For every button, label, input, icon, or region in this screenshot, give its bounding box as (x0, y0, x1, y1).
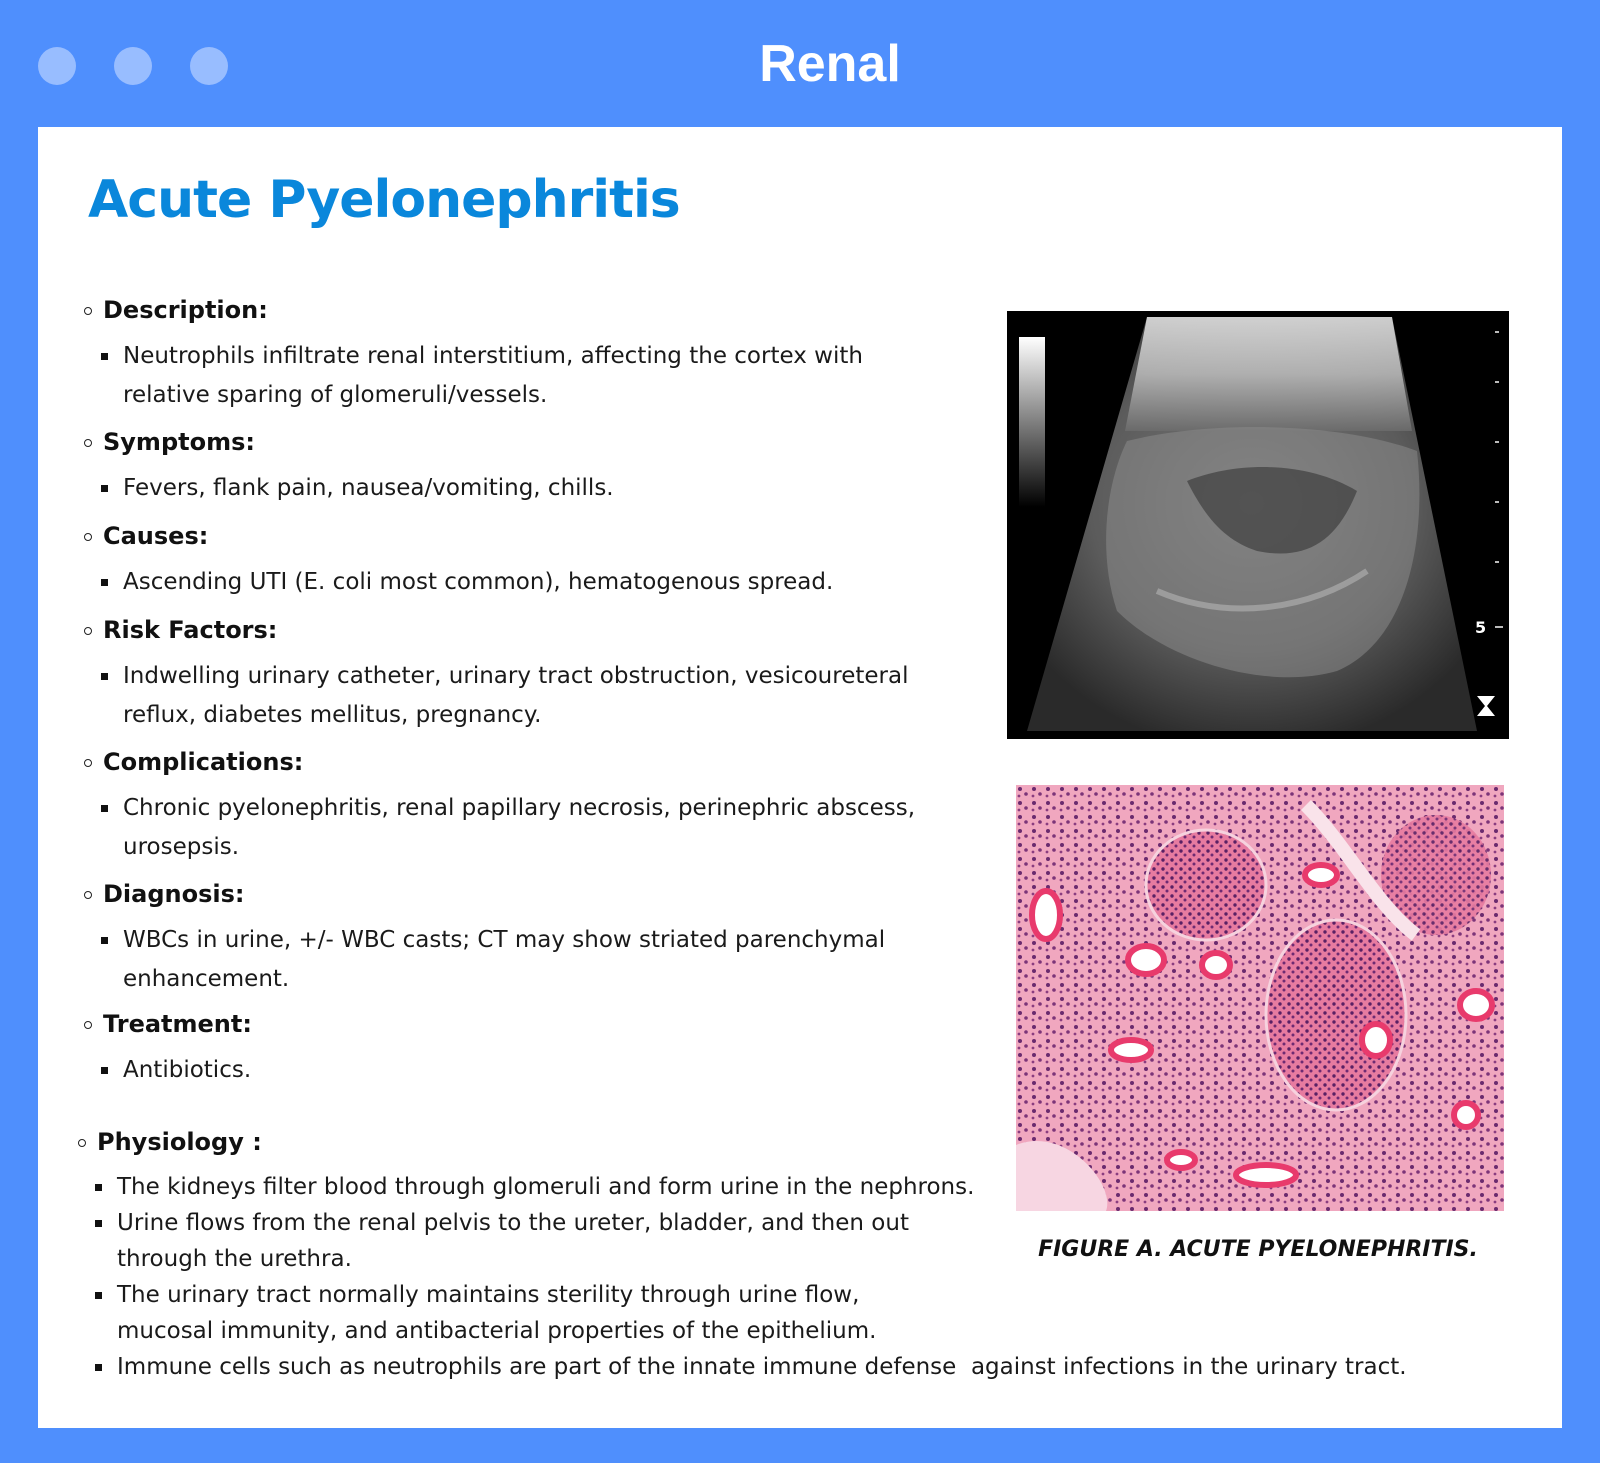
section-body (123, 789, 964, 867)
section-complications (84, 747, 964, 867)
body-text: Antibiotics. (123, 1057, 252, 1083)
body-text: Neutrophils infiltrate renal interstitium, affecting the cortex with relative sparing of glomeruli/vessels. (123, 343, 863, 408)
square-bullet-icon (101, 353, 108, 360)
section-heading (84, 295, 964, 325)
hollow-bullet-icon (84, 627, 92, 635)
ultrasound-image (1007, 311, 1509, 739)
body-text: WBCs in urine, +/- WBC casts; CT may show striated parenchymal enhancement. (123, 927, 886, 992)
square-bullet-icon (101, 805, 108, 812)
heading-text: Treatment: (103, 1010, 252, 1038)
list-item (117, 1349, 1537, 1385)
square-bullet-icon (95, 1184, 102, 1191)
section-body (123, 921, 964, 999)
section-heading (84, 615, 964, 645)
item-text: The urinary tract normally maintains sterility through urine flow, mucosal immunity, and antibacterial properties of the epithelium. (117, 1282, 877, 1344)
section-heading (84, 1009, 964, 1039)
square-bullet-icon (101, 937, 108, 944)
section-heading (84, 747, 964, 777)
section-heading (84, 521, 964, 551)
hollow-bullet-icon (84, 1021, 92, 1029)
section-risk-factors (84, 615, 964, 735)
section-diagnosis (84, 879, 964, 999)
histology-image (1016, 785, 1504, 1211)
item-text: The kidneys filter blood through glomeruli and form urine in the nephrons. (117, 1174, 975, 1200)
section-body (123, 563, 964, 602)
content-panel (38, 127, 1562, 1428)
section-description (84, 295, 964, 415)
window-title: Renal (759, 35, 901, 93)
hollow-bullet-icon (84, 891, 92, 899)
body-text: Ascending UTI (E. coli most common), hematogenous spread. (123, 569, 834, 595)
window-titlebar (0, 0, 1600, 127)
square-bullet-icon (101, 485, 108, 492)
section-body (123, 469, 964, 508)
heading-text: Causes: (103, 522, 209, 550)
hollow-bullet-icon (84, 533, 92, 541)
section-symptoms (84, 427, 964, 508)
item-text: Urine flows from the renal pelvis to the ureter, bladder, and then out through the urethra. (117, 1210, 909, 1272)
item-text: Immune cells such as neutrophils are part of the innate immune defense against infections in the urinary tract. (117, 1354, 1407, 1380)
body-text: Fevers, flank pain, nausea/vomiting, chills. (123, 475, 614, 501)
square-bullet-icon (95, 1292, 102, 1299)
section-treatment (84, 1009, 964, 1090)
ultrasound-figure (1007, 311, 1509, 739)
figure-caption: FIGURE A. ACUTE PYELONEPHRITIS. (1038, 1237, 1478, 1262)
hollow-bullet-icon (78, 1139, 86, 1147)
section-body (123, 337, 964, 415)
page-title: Acute Pyelonephritis (88, 170, 680, 230)
heading-text: Symptoms: (103, 428, 255, 456)
heading-text: Description: (103, 296, 268, 324)
section-body (123, 657, 964, 735)
depth-scale-label: 5 (1475, 618, 1487, 637)
section-body (123, 1051, 964, 1090)
square-bullet-icon (101, 673, 108, 680)
hollow-bullet-icon (84, 759, 92, 767)
body-text: Indwelling urinary catheter, urinary tract obstruction, vesicoureteral reflux, diabetes mellitus, pregnancy. (123, 663, 909, 728)
square-bullet-icon (95, 1220, 102, 1227)
section-heading (84, 879, 964, 909)
heading-text: Diagnosis: (103, 880, 245, 908)
square-bullet-icon (95, 1364, 102, 1371)
list-item (117, 1169, 977, 1205)
section-causes (84, 521, 964, 602)
hollow-bullet-icon (84, 439, 92, 447)
body-text: Chronic pyelonephritis, renal papillary necrosis, perinephric abscess, urosepsis. (123, 795, 916, 860)
square-bullet-icon (101, 1067, 108, 1074)
square-bullet-icon (101, 579, 108, 586)
hollow-bullet-icon (84, 307, 92, 315)
heading-text: Complications: (103, 748, 304, 776)
heading-text: Physiology : (97, 1128, 262, 1156)
section-heading (84, 427, 964, 457)
histology-figure (1016, 785, 1504, 1211)
heading-text: Risk Factors: (103, 616, 278, 644)
list-item (117, 1277, 927, 1349)
list-item (117, 1205, 977, 1277)
